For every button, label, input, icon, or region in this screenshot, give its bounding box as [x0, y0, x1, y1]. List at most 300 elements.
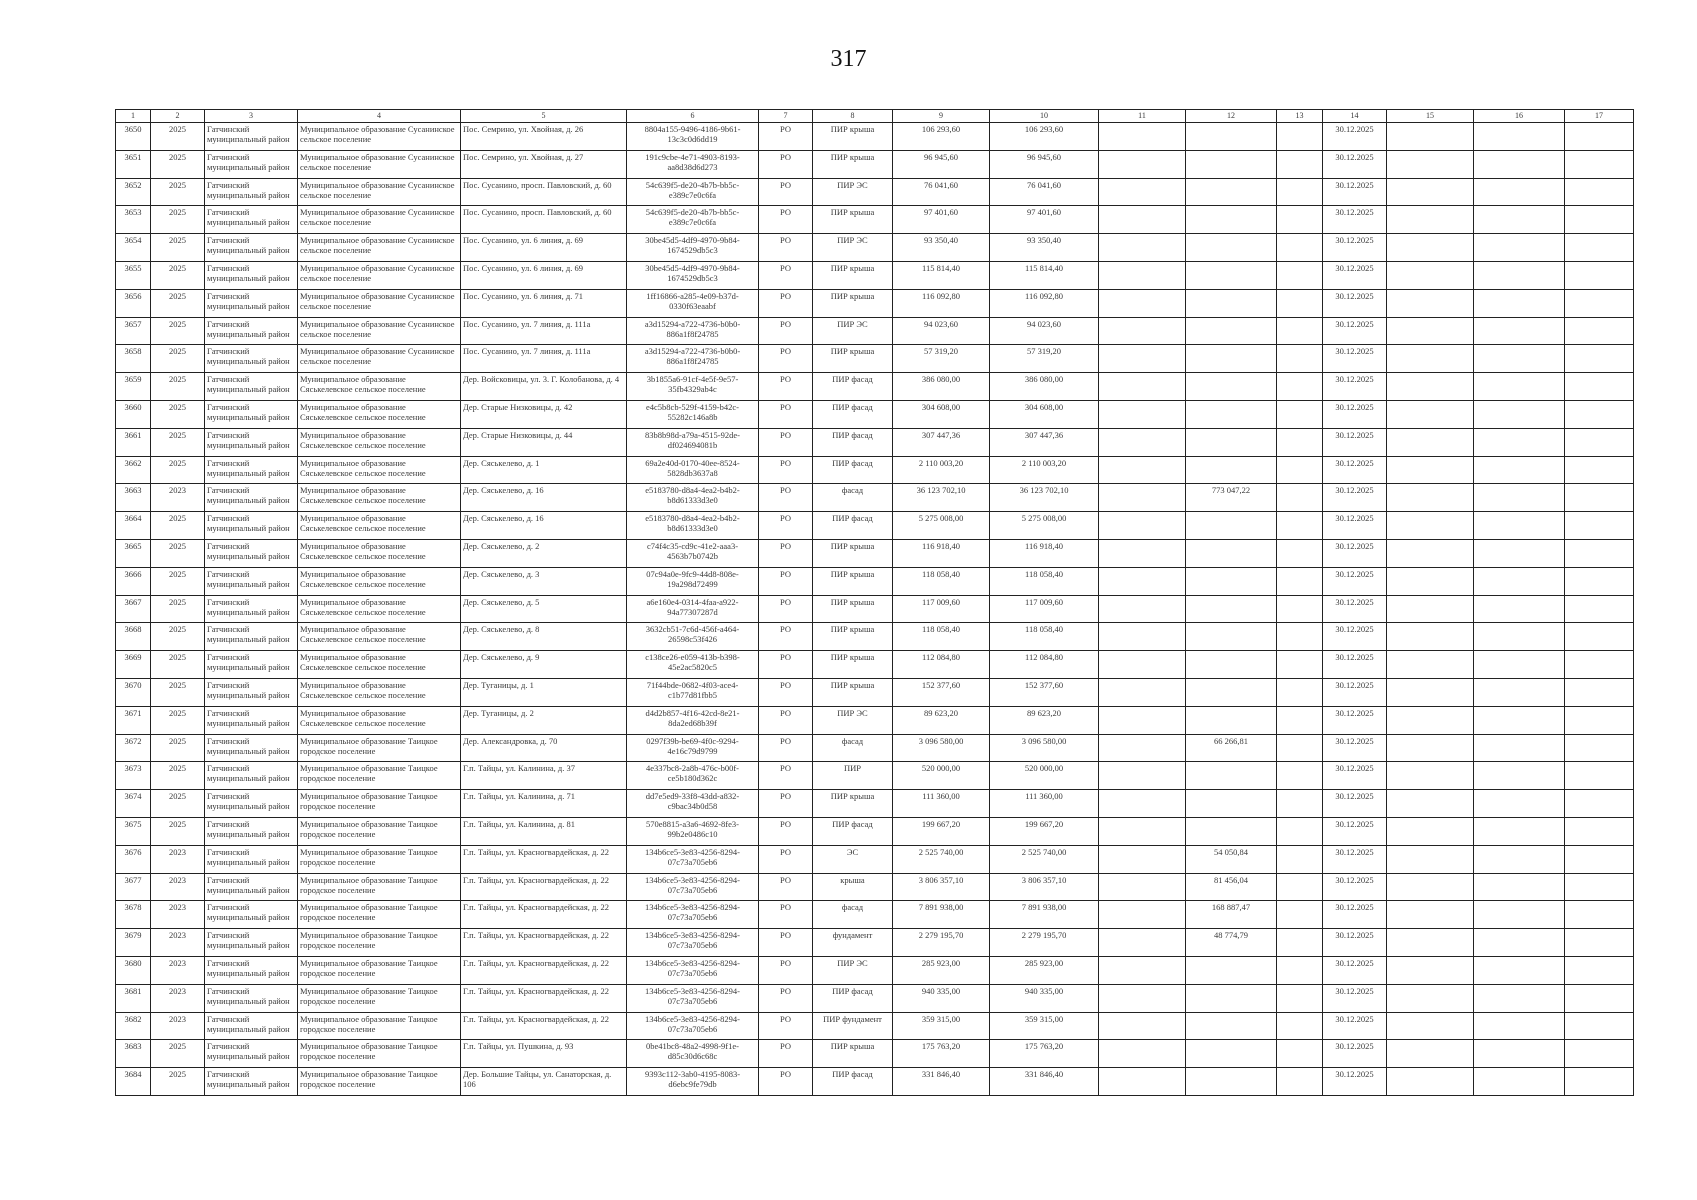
cell-cost-funds: 175 763,20: [990, 1040, 1099, 1068]
cell-completion-date: 30.12.2025: [1323, 984, 1387, 1012]
cell-total-cost: 93 350,40: [893, 234, 990, 262]
cell-year: 2025: [151, 539, 205, 567]
cell-col-13: [1277, 623, 1323, 651]
cell-row-number: 3662: [116, 456, 151, 484]
cell-owner-type: РО: [759, 317, 813, 345]
cell-cost-funds: 118 058,40: [990, 567, 1099, 595]
cell-cost-funds: 520 000,00: [990, 762, 1099, 790]
cell-owner-type: РО: [759, 762, 813, 790]
cell-col-17: [1565, 150, 1634, 178]
cell-col-16: [1474, 317, 1565, 345]
cell-col-15: [1387, 595, 1474, 623]
cell-col-17: [1565, 845, 1634, 873]
cell-municipal-district: Гатчинский муниципальный район: [205, 595, 298, 623]
cell-col-17: [1565, 873, 1634, 901]
cell-col-15: [1387, 317, 1474, 345]
cell-col-12: [1186, 790, 1277, 818]
cell-col-17: [1565, 567, 1634, 595]
cell-col-11: [1099, 678, 1186, 706]
column-header-6: 6: [627, 110, 759, 123]
cell-completion-date: 30.12.2025: [1323, 317, 1387, 345]
cell-col-12: [1186, 234, 1277, 262]
page-number: 317: [830, 46, 867, 72]
cell-col-12: [1186, 373, 1277, 401]
cell-municipality: Муниципальное образование Сяськелевское сельское поселение: [298, 373, 461, 401]
cell-row-number: 3660: [116, 400, 151, 428]
cell-municipality: Муниципальное образование Таицкое городское поселение: [298, 845, 461, 873]
cell-address: Дер. Старые Низковицы, д. 44: [461, 428, 627, 456]
cell-col-17: [1565, 762, 1634, 790]
cell-year: 2023: [151, 984, 205, 1012]
cell-address: Дер. Сяськелево, д. 9: [461, 651, 627, 679]
cell-municipality: Муниципальное образование Сусанинское сельское поселение: [298, 317, 461, 345]
cell-col-16: [1474, 956, 1565, 984]
cell-total-cost: 106 293,60: [893, 123, 990, 151]
cell-cost-funds: 2 525 740,00: [990, 845, 1099, 873]
cell-municipality: Муниципальное образование Сяськелевское сельское поселение: [298, 512, 461, 540]
cell-address: Пос. Сусанино, ул. 6 линия, д. 69: [461, 234, 627, 262]
cell-cost-funds: 118 058,40: [990, 623, 1099, 651]
cell-address: Г.п. Тайцы, ул. Пушкина, д. 93: [461, 1040, 627, 1068]
cell-completion-date: 30.12.2025: [1323, 428, 1387, 456]
cell-cost-funds: 2 110 003,20: [990, 456, 1099, 484]
cell-col-12: [1186, 1040, 1277, 1068]
table-row: [116, 956, 1634, 984]
cell-address: Дер. Сяськелево, д. 3: [461, 567, 627, 595]
cell-year: 2023: [151, 929, 205, 957]
cell-work-type: фасад: [813, 484, 893, 512]
cell-total-cost: 386 080,00: [893, 373, 990, 401]
cell-year: 2025: [151, 1068, 205, 1096]
table-row: [116, 123, 1634, 151]
cell-cost-funds: 5 275 008,00: [990, 512, 1099, 540]
cell-house-guid: a3d15294-a722-4736-b0b0-886a1f8f24785: [627, 345, 759, 373]
cell-work-type: ПИР фасад: [813, 817, 893, 845]
cell-owner-type: РО: [759, 456, 813, 484]
cell-col-11: [1099, 484, 1186, 512]
cell-completion-date: 30.12.2025: [1323, 651, 1387, 679]
cell-col-16: [1474, 762, 1565, 790]
cell-col-17: [1565, 456, 1634, 484]
column-header-4: 4: [298, 110, 461, 123]
cell-municipal-district: Гатчинский муниципальный район: [205, 206, 298, 234]
cell-col-11: [1099, 623, 1186, 651]
cell-col-12: [1186, 512, 1277, 540]
cell-cost-funds: 93 350,40: [990, 234, 1099, 262]
cell-house-guid: 54c639f5-de20-4b7b-bb5c-e389c7e0c6fa: [627, 178, 759, 206]
cell-year: 2023: [151, 901, 205, 929]
cell-col-12: [1186, 984, 1277, 1012]
cell-address: Пос. Сусанино, ул. 6 линия, д. 69: [461, 261, 627, 289]
cell-col-15: [1387, 539, 1474, 567]
cell-col-13: [1277, 234, 1323, 262]
cell-municipality: Муниципальное образование Сяськелевское сельское поселение: [298, 484, 461, 512]
cell-year: 2023: [151, 1012, 205, 1040]
cell-completion-date: 30.12.2025: [1323, 234, 1387, 262]
cell-col-16: [1474, 873, 1565, 901]
cell-work-type: ПИР ЭС: [813, 178, 893, 206]
cell-col-16: [1474, 595, 1565, 623]
cell-total-cost: 111 360,00: [893, 790, 990, 818]
cell-col-11: [1099, 901, 1186, 929]
cell-col-15: [1387, 929, 1474, 957]
cell-col-11: [1099, 817, 1186, 845]
cell-house-guid: c74f4c35-cd9c-41e2-aaa3-4563b7b0742b: [627, 539, 759, 567]
cell-house-guid: 134b6ce5-3e83-4256-8294-07c73a705eb6: [627, 956, 759, 984]
column-header-11: 11: [1099, 110, 1186, 123]
cell-address: Г.п. Тайцы, ул. Красногвардейская, д. 22: [461, 1012, 627, 1040]
cell-owner-type: РО: [759, 984, 813, 1012]
column-header-12: 12: [1186, 110, 1277, 123]
cell-col-11: [1099, 317, 1186, 345]
cell-municipal-district: Гатчинский муниципальный район: [205, 234, 298, 262]
cell-work-type: ПИР крыша: [813, 206, 893, 234]
cell-work-type: ПИР фасад: [813, 1068, 893, 1096]
cell-col-15: [1387, 289, 1474, 317]
cell-work-type: ПИР крыша: [813, 345, 893, 373]
cell-col-12: 773 047,22: [1186, 484, 1277, 512]
cell-year: 2025: [151, 706, 205, 734]
cell-owner-type: РО: [759, 123, 813, 151]
cell-work-type: ПИР крыша: [813, 651, 893, 679]
cell-col-17: [1565, 373, 1634, 401]
cell-house-guid: e5183780-d8a4-4ea2-b4b2-b8d61333d3e0: [627, 484, 759, 512]
cell-col-11: [1099, 150, 1186, 178]
cell-address: Дер. Сяськелево, д. 2: [461, 539, 627, 567]
cell-col-17: [1565, 623, 1634, 651]
cell-year: 2025: [151, 678, 205, 706]
cell-year: 2025: [151, 817, 205, 845]
cell-row-number: 3673: [116, 762, 151, 790]
cell-col-13: [1277, 512, 1323, 540]
table-row: [116, 706, 1634, 734]
cell-municipal-district: Гатчинский муниципальный район: [205, 289, 298, 317]
cell-year: 2025: [151, 567, 205, 595]
cell-col-13: [1277, 873, 1323, 901]
cell-col-17: [1565, 734, 1634, 762]
cell-row-number: 3650: [116, 123, 151, 151]
cell-completion-date: 30.12.2025: [1323, 567, 1387, 595]
cell-col-13: [1277, 984, 1323, 1012]
cell-row-number: 3664: [116, 512, 151, 540]
cell-row-number: 3680: [116, 956, 151, 984]
cell-row-number: 3675: [116, 817, 151, 845]
cell-owner-type: РО: [759, 484, 813, 512]
cell-municipal-district: Гатчинский муниципальный район: [205, 1012, 298, 1040]
cell-row-number: 3667: [116, 595, 151, 623]
cell-municipal-district: Гатчинский муниципальный район: [205, 567, 298, 595]
column-header-5: 5: [461, 110, 627, 123]
cell-work-type: ПИР фасад: [813, 400, 893, 428]
cell-municipality: Муниципальное образование Сусанинское сельское поселение: [298, 123, 461, 151]
cell-cost-funds: 96 945,60: [990, 150, 1099, 178]
cell-house-guid: 3632cb51-7c6d-456f-a464-26598c53f426: [627, 623, 759, 651]
cell-col-15: [1387, 456, 1474, 484]
cell-col-16: [1474, 984, 1565, 1012]
cell-col-11: [1099, 178, 1186, 206]
cell-row-number: 3653: [116, 206, 151, 234]
cell-address: Г.п. Тайцы, ул. Калинина, д. 37: [461, 762, 627, 790]
table-row: [116, 400, 1634, 428]
cell-cost-funds: 115 814,40: [990, 261, 1099, 289]
cell-house-guid: 3b1855a6-91cf-4e5f-9e57-35fb4329ab4c: [627, 373, 759, 401]
cell-work-type: ПИР ЭС: [813, 706, 893, 734]
cell-completion-date: 30.12.2025: [1323, 1012, 1387, 1040]
cell-col-12: [1186, 678, 1277, 706]
cell-col-11: [1099, 873, 1186, 901]
cell-house-guid: 570e8815-a3a6-4692-8fe3-99b2e0486c10: [627, 817, 759, 845]
cell-work-type: ПИР фасад: [813, 456, 893, 484]
cell-municipality: Муниципальное образование Таицкое городское поселение: [298, 790, 461, 818]
cell-owner-type: РО: [759, 929, 813, 957]
cell-total-cost: 331 846,40: [893, 1068, 990, 1096]
table-row: [116, 150, 1634, 178]
cell-col-15: [1387, 567, 1474, 595]
cell-row-number: 3655: [116, 261, 151, 289]
cell-col-13: [1277, 123, 1323, 151]
cell-col-15: [1387, 623, 1474, 651]
cell-year: 2025: [151, 373, 205, 401]
cell-municipal-district: Гатчинский муниципальный район: [205, 845, 298, 873]
cell-total-cost: 96 945,60: [893, 150, 990, 178]
cell-total-cost: 3 806 357,10: [893, 873, 990, 901]
cell-owner-type: РО: [759, 400, 813, 428]
cell-completion-date: 30.12.2025: [1323, 456, 1387, 484]
cell-address: Г.п. Тайцы, ул. Красногвардейская, д. 22: [461, 984, 627, 1012]
cell-owner-type: РО: [759, 651, 813, 679]
table-row: [116, 567, 1634, 595]
cell-house-guid: 54c639f5-de20-4b7b-bb5c-e389c7e0c6fa: [627, 206, 759, 234]
cell-owner-type: РО: [759, 790, 813, 818]
column-header-15: 15: [1387, 110, 1474, 123]
cell-col-12: [1186, 567, 1277, 595]
cell-work-type: фасад: [813, 901, 893, 929]
cell-municipal-district: Гатчинский муниципальный район: [205, 706, 298, 734]
cell-house-guid: 69a2e40d-0170-40ee-8524-5828db3637a8: [627, 456, 759, 484]
cell-col-11: [1099, 1040, 1186, 1068]
table-row: [116, 1012, 1634, 1040]
table-header: [116, 110, 1634, 123]
cell-work-type: ПИР крыша: [813, 150, 893, 178]
cell-year: 2025: [151, 150, 205, 178]
cell-col-13: [1277, 929, 1323, 957]
cell-year: 2025: [151, 623, 205, 651]
cell-cost-funds: 117 009,60: [990, 595, 1099, 623]
cell-work-type: ПИР крыша: [813, 790, 893, 818]
cell-municipality: Муниципальное образование Сяськелевское сельское поселение: [298, 651, 461, 679]
cell-row-number: 3679: [116, 929, 151, 957]
cell-col-17: [1565, 1012, 1634, 1040]
cell-completion-date: 30.12.2025: [1323, 595, 1387, 623]
cell-col-13: [1277, 595, 1323, 623]
cell-work-type: ПИР ЭС: [813, 956, 893, 984]
column-header-1: 1: [116, 110, 151, 123]
cell-row-number: 3671: [116, 706, 151, 734]
cell-owner-type: РО: [759, 428, 813, 456]
cell-col-12: [1186, 817, 1277, 845]
cell-cost-funds: 36 123 702,10: [990, 484, 1099, 512]
cell-row-number: 3674: [116, 790, 151, 818]
cell-municipality: Муниципальное образование Таицкое городское поселение: [298, 929, 461, 957]
cell-address: Дер. Сяськелево, д. 1: [461, 456, 627, 484]
cell-municipal-district: Гатчинский муниципальный район: [205, 623, 298, 651]
cell-col-12: 168 887,47: [1186, 901, 1277, 929]
cell-municipality: Муниципальное образование Таицкое городское поселение: [298, 984, 461, 1012]
cell-year: 2025: [151, 234, 205, 262]
cell-work-type: ПИР крыша: [813, 123, 893, 151]
cell-col-12: [1186, 623, 1277, 651]
cell-row-number: 3659: [116, 373, 151, 401]
cell-address: Дер. Сяськелево, д. 16: [461, 484, 627, 512]
cell-cost-funds: 76 041,60: [990, 178, 1099, 206]
cell-cost-funds: 57 319,20: [990, 345, 1099, 373]
cell-work-type: ПИР крыша: [813, 567, 893, 595]
cell-owner-type: РО: [759, 206, 813, 234]
cell-owner-type: РО: [759, 595, 813, 623]
cell-col-16: [1474, 178, 1565, 206]
cell-owner-type: РО: [759, 678, 813, 706]
cell-municipal-district: Гатчинский муниципальный район: [205, 790, 298, 818]
cell-col-16: [1474, 512, 1565, 540]
cell-year: 2025: [151, 123, 205, 151]
cell-row-number: 3652: [116, 178, 151, 206]
cell-col-16: [1474, 734, 1565, 762]
cell-col-17: [1565, 234, 1634, 262]
cell-total-cost: 117 009,60: [893, 595, 990, 623]
cell-col-12: [1186, 456, 1277, 484]
cell-house-guid: e5183780-d8a4-4ea2-b4b2-b8d61333d3e0: [627, 512, 759, 540]
cell-col-13: [1277, 178, 1323, 206]
cell-col-13: [1277, 261, 1323, 289]
cell-municipal-district: Гатчинский муниципальный район: [205, 929, 298, 957]
cell-col-15: [1387, 1040, 1474, 1068]
cell-col-12: [1186, 123, 1277, 151]
cell-completion-date: 30.12.2025: [1323, 206, 1387, 234]
cell-col-17: [1565, 678, 1634, 706]
cell-year: 2025: [151, 345, 205, 373]
cell-col-15: [1387, 845, 1474, 873]
column-header-7: 7: [759, 110, 813, 123]
cell-total-cost: 116 918,40: [893, 539, 990, 567]
cell-col-15: [1387, 678, 1474, 706]
cell-col-13: [1277, 762, 1323, 790]
cell-col-15: [1387, 706, 1474, 734]
cell-owner-type: РО: [759, 178, 813, 206]
cell-address: Пос. Сусанино, ул. 7 линия, д. 111а: [461, 345, 627, 373]
cell-col-12: [1186, 345, 1277, 373]
cell-municipality: Муниципальное образование Сусанинское сельское поселение: [298, 261, 461, 289]
cell-row-number: 3669: [116, 651, 151, 679]
cell-col-16: [1474, 539, 1565, 567]
cell-completion-date: 30.12.2025: [1323, 623, 1387, 651]
cell-col-13: [1277, 150, 1323, 178]
cell-col-11: [1099, 956, 1186, 984]
cell-year: 2025: [151, 512, 205, 540]
cell-col-17: [1565, 817, 1634, 845]
cell-completion-date: 30.12.2025: [1323, 1068, 1387, 1096]
cell-col-16: [1474, 373, 1565, 401]
cell-col-16: [1474, 706, 1565, 734]
cell-col-11: [1099, 123, 1186, 151]
cell-year: 2023: [151, 845, 205, 873]
cell-work-type: фасад: [813, 734, 893, 762]
cell-row-number: 3668: [116, 623, 151, 651]
cell-municipality: Муниципальное образование Таицкое городское поселение: [298, 817, 461, 845]
cell-cost-funds: 331 846,40: [990, 1068, 1099, 1096]
cell-work-type: ПИР фасад: [813, 428, 893, 456]
cell-col-15: [1387, 123, 1474, 151]
cell-municipal-district: Гатчинский муниципальный район: [205, 734, 298, 762]
cell-col-16: [1474, 678, 1565, 706]
cell-col-11: [1099, 261, 1186, 289]
cell-col-17: [1565, 901, 1634, 929]
cell-municipality: Муниципальное образование Сяськелевское сельское поселение: [298, 567, 461, 595]
cell-work-type: ПИР крыша: [813, 1040, 893, 1068]
cell-municipality: Муниципальное образование Таицкое городское поселение: [298, 873, 461, 901]
header-row: [116, 110, 1634, 123]
cell-col-11: [1099, 595, 1186, 623]
cell-row-number: 3663: [116, 484, 151, 512]
cell-year: 2025: [151, 206, 205, 234]
cell-cost-funds: 3 806 357,10: [990, 873, 1099, 901]
cell-col-17: [1565, 178, 1634, 206]
cell-year: 2025: [151, 1040, 205, 1068]
cell-total-cost: 175 763,20: [893, 1040, 990, 1068]
cell-completion-date: 30.12.2025: [1323, 845, 1387, 873]
table-row: [116, 178, 1634, 206]
table-row: [116, 234, 1634, 262]
cell-col-16: [1474, 456, 1565, 484]
cell-col-16: [1474, 651, 1565, 679]
cell-cost-funds: 940 335,00: [990, 984, 1099, 1012]
table-row: [116, 206, 1634, 234]
table-row: [116, 512, 1634, 540]
cell-cost-funds: 7 891 938,00: [990, 901, 1099, 929]
cell-work-type: фундамент: [813, 929, 893, 957]
cell-row-number: 3672: [116, 734, 151, 762]
cell-cost-funds: 304 608,00: [990, 400, 1099, 428]
cell-house-guid: 134b6ce5-3e83-4256-8294-07c73a705eb6: [627, 929, 759, 957]
cell-municipal-district: Гатчинский муниципальный район: [205, 651, 298, 679]
cell-cost-funds: 89 623,20: [990, 706, 1099, 734]
cell-col-13: [1277, 317, 1323, 345]
cell-municipality: Муниципальное образование Таицкое городское поселение: [298, 956, 461, 984]
cell-municipal-district: Гатчинский муниципальный район: [205, 373, 298, 401]
cell-col-16: [1474, 428, 1565, 456]
cell-municipal-district: Гатчинский муниципальный район: [205, 345, 298, 373]
cell-municipal-district: Гатчинский муниципальный район: [205, 178, 298, 206]
cell-col-13: [1277, 539, 1323, 567]
table-row: [116, 428, 1634, 456]
cell-col-15: [1387, 428, 1474, 456]
table-row: [116, 345, 1634, 373]
table-row: [116, 595, 1634, 623]
cell-col-13: [1277, 845, 1323, 873]
cell-house-guid: 07c94a0e-9fc9-44d8-808e-19a298d72499: [627, 567, 759, 595]
cell-owner-type: РО: [759, 873, 813, 901]
cell-col-15: [1387, 178, 1474, 206]
cell-col-13: [1277, 345, 1323, 373]
cell-col-17: [1565, 651, 1634, 679]
column-header-16: 16: [1474, 110, 1565, 123]
cell-completion-date: 30.12.2025: [1323, 345, 1387, 373]
cell-work-type: ПИР: [813, 762, 893, 790]
cell-completion-date: 30.12.2025: [1323, 150, 1387, 178]
cell-municipal-district: Гатчинский муниципальный район: [205, 762, 298, 790]
cell-row-number: 3657: [116, 317, 151, 345]
cell-row-number: 3651: [116, 150, 151, 178]
cell-col-17: [1565, 1068, 1634, 1096]
